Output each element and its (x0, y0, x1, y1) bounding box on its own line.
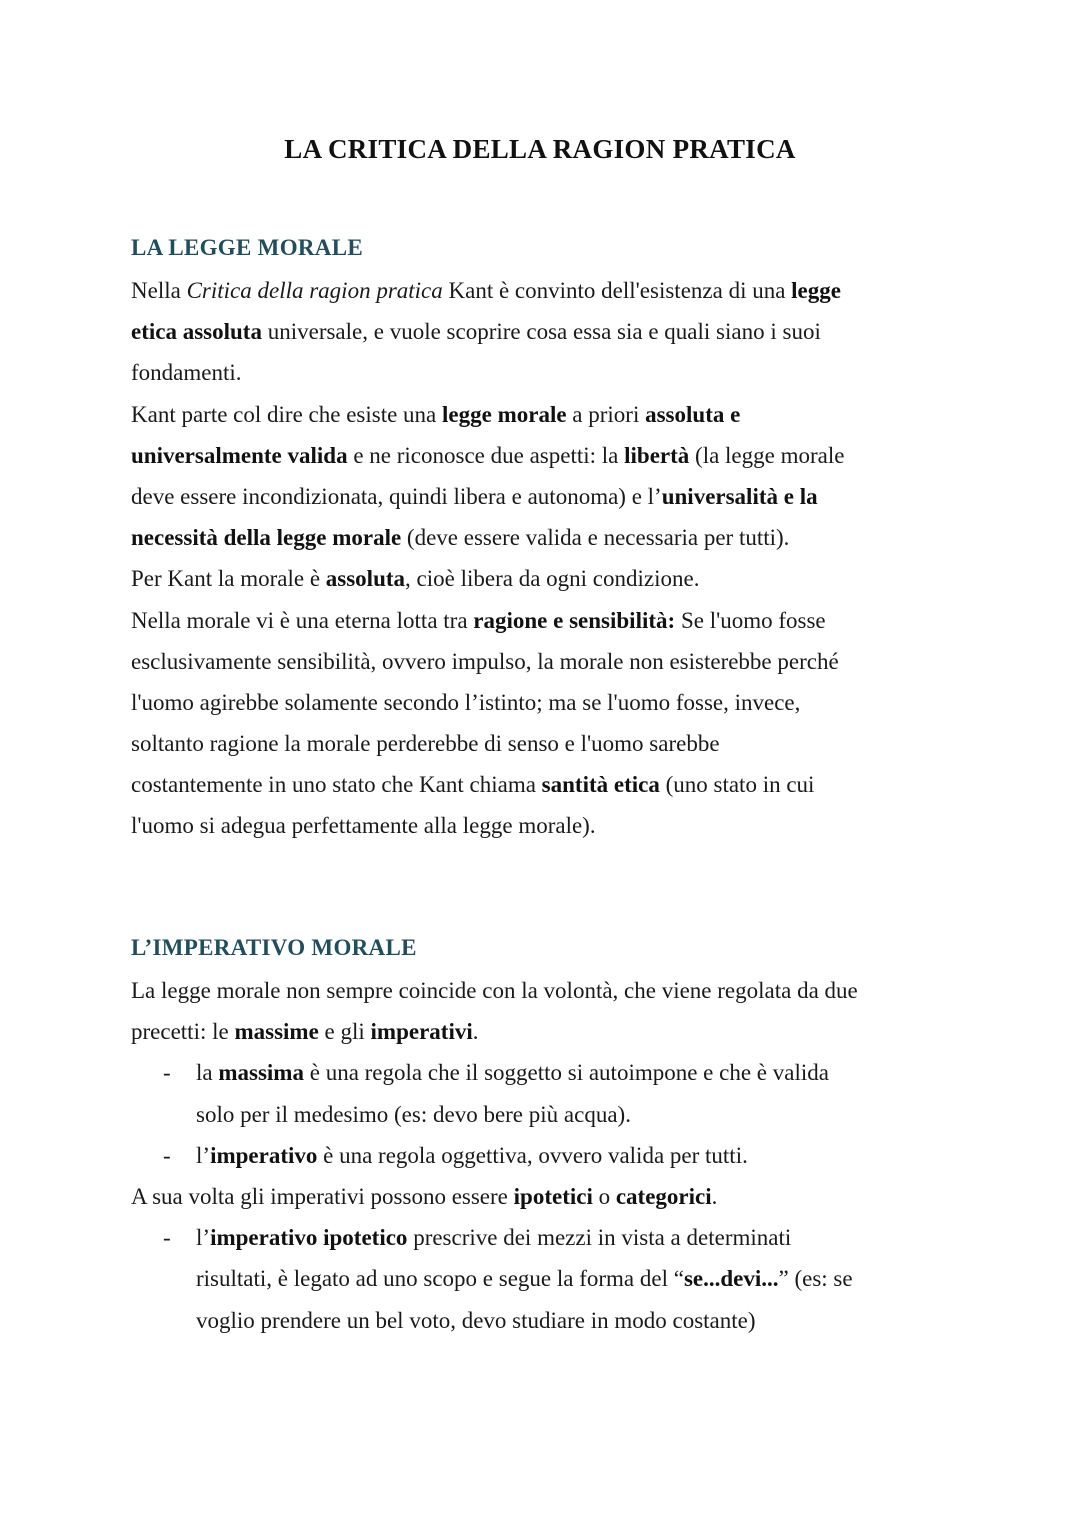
text: l'uomo si adegua perfettamente alla legge morale). (131, 813, 596, 839)
bold-text: massime (234, 1019, 319, 1045)
text: La legge morale non sempre coincide con la volontà, che viene regolata da due (131, 978, 858, 1003)
text: l'uomo agirebbe solamente secondo l’istinto; ma se l'uomo fosse, invece, (131, 689, 801, 715)
text: esclusivamente sensibilità, ovvero impulso, la morale non esisterebbe perché (131, 648, 839, 674)
bullet-item (131, 1135, 858, 1176)
text-line (131, 517, 844, 558)
text: fondamenti. (131, 360, 242, 386)
text: Nella (131, 278, 187, 303)
text-line (131, 723, 844, 764)
section-body-legge-morale (131, 270, 844, 847)
text: . (711, 1183, 718, 1209)
section-heading-legge-morale: LA LEGGE MORALE (131, 235, 363, 260)
text: a priori (566, 401, 646, 427)
text-line (131, 641, 844, 682)
text: universale, e vuole scoprire cosa essa sia e quali siano i suoi (261, 319, 821, 345)
text: . (472, 1019, 479, 1045)
text: e gli (318, 1019, 371, 1045)
bold-text: imperativo ipotetico (210, 1225, 408, 1251)
bullet-item (131, 1052, 858, 1093)
text-line (131, 1300, 858, 1341)
italic-text: Critica della ragion pratica (186, 278, 443, 303)
text: soltanto ragione la morale perderebbe di senso e l'uomo sarebbe (131, 731, 720, 757)
bold-text: necessità della legge morale (131, 525, 402, 551)
text: (deve essere valida e necessaria per tutti). (401, 525, 790, 551)
text-line (131, 682, 844, 723)
text: e ne riconosce due aspetti: la (347, 442, 625, 468)
text: prescrive dei mezzi in vista a determinati (407, 1225, 792, 1251)
text: la (196, 1060, 219, 1086)
bold-text: assoluta e (645, 401, 741, 427)
text-line (131, 1011, 858, 1052)
text-line (131, 970, 858, 1011)
text: Se l'uomo fosse (675, 607, 826, 633)
text-line (131, 600, 844, 641)
document-title: LA CRITICA DELLA RAGION PRATICA (284, 134, 796, 164)
bullet-dash: - (163, 1142, 171, 1168)
bullet-dash: - (163, 1225, 171, 1251)
text-line (131, 1094, 858, 1135)
text-line (131, 764, 844, 805)
bold-text: universalità e la (661, 483, 818, 509)
text-line (131, 1176, 858, 1217)
bold-text: imperativo (210, 1142, 318, 1168)
bullet-item (131, 1217, 858, 1258)
bold-text: massima (218, 1060, 304, 1086)
text: o (592, 1183, 616, 1209)
bold-text: legge (791, 278, 841, 303)
text: solo per il medesimo (es: devo bere più acqua). (196, 1101, 631, 1127)
bold-text: se...devi... (683, 1266, 779, 1292)
text: Per Kant la morale è (131, 566, 326, 592)
bold-text: ipotetici (513, 1183, 593, 1209)
bold-text: etica assoluta (131, 319, 262, 345)
text: risultati, è legato ad uno scopo e segue la forma del “ (196, 1266, 684, 1292)
text: voglio prendere un bel voto, devo studiare in modo costante) (196, 1307, 756, 1333)
text: , cioè libera da ogni condizione. (405, 566, 700, 592)
text: è una regola oggettiva, ovvero valida per tutti. (317, 1142, 748, 1168)
bold-text: ragione e sensibilità: (473, 607, 676, 633)
text-line (131, 394, 844, 435)
text-line (131, 270, 844, 311)
section-heading-imperativo-morale: L’IMPERATIVO MORALE (131, 935, 417, 960)
text: Kant è convinto dell'esistenza di una (442, 278, 792, 303)
text-line (131, 476, 844, 517)
section-body-imperativo-morale (131, 970, 858, 1341)
text: precetti: le (131, 1019, 235, 1045)
text-line (131, 805, 844, 846)
text-line (131, 558, 844, 599)
text: ” (es: se (778, 1266, 853, 1292)
text: è una regola che il soggetto si autoimpone e che è valida (303, 1060, 829, 1086)
text: costantemente in uno stato che Kant chiama (131, 772, 542, 798)
bold-text: libertà (624, 442, 690, 468)
text: l’ (196, 1225, 211, 1251)
text: deve essere incondizionata, quindi libera e autonoma) e l’ (131, 483, 662, 509)
text: Kant parte col dire che esiste una (131, 401, 443, 427)
bullet-dash: - (163, 1060, 171, 1086)
bold-text: legge morale (442, 401, 567, 427)
bold-text: categorici (615, 1183, 712, 1209)
text-line (131, 1258, 858, 1299)
text: Nella morale vi è una eterna lotta tra (131, 607, 474, 633)
bold-text: santità etica (541, 772, 660, 798)
text-line (131, 435, 844, 476)
text: l’ (196, 1142, 211, 1168)
bold-text: imperativi (370, 1019, 473, 1045)
text: (la legge morale (689, 442, 845, 468)
bold-text: universalmente valida (131, 442, 348, 468)
text: (uno stato in cui (659, 772, 815, 798)
text-line (131, 311, 844, 352)
text: A sua volta gli imperativi possono essere (131, 1183, 514, 1209)
bold-text: assoluta (325, 566, 406, 592)
text-line (131, 352, 844, 393)
